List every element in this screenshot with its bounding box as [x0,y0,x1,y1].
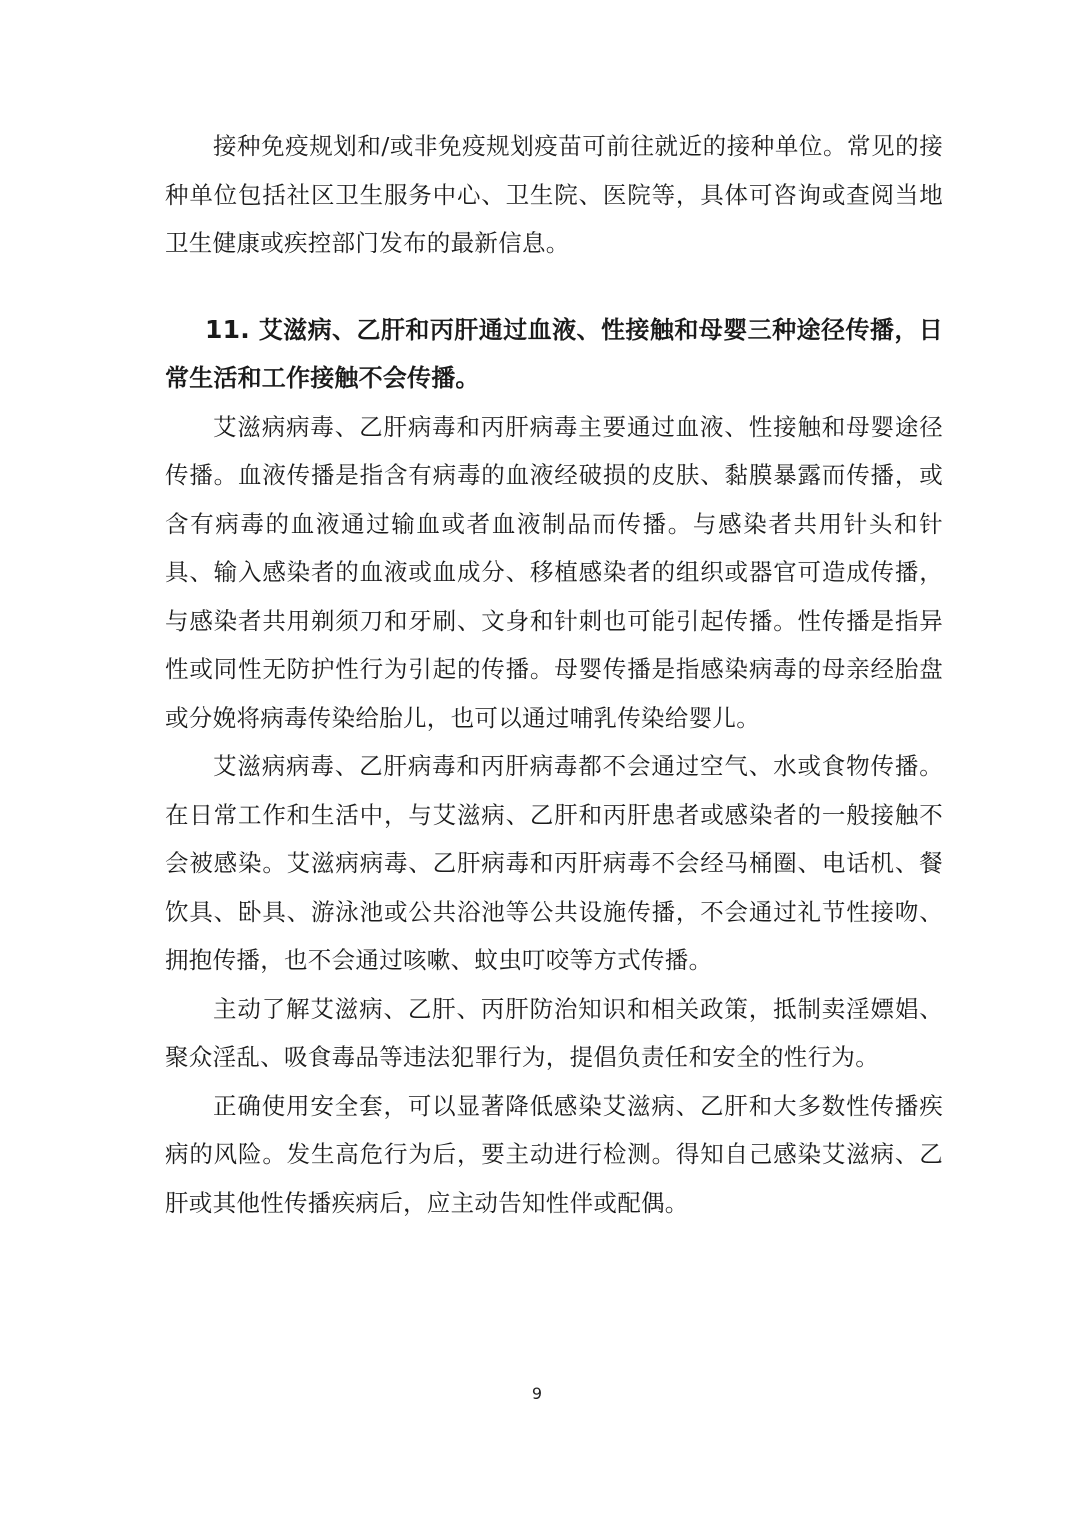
document-body [165,122,943,1227]
intro-paragraph: 接种免疫规划和/或非免疫规划疫苗可前往就近的接种单位。常见的接种单位包括社区卫生服务中心、卫生院、医院等，具体可咨询或查阅当地卫生健康或疾控部门发布的最新信息。 [165,132,943,257]
section-heading [165,306,943,403]
body-paragraph: 艾滋病病毒、乙肝病毒和丙肝病毒都不会通过空气、水或食物传播。在日常工作和生活中，与艾滋病、乙肝和丙肝患者或感染者的一般接触不会被感染。艾滋病病毒、乙肝病毒和丙肝病毒不会经马桶圈、电话机、餐饮具、卧具、游泳池或公共浴池等公共设施传播，不会通过礼节性接吻、拥抱传播，也不会通过咳嗽、蚊虫叮咬等方式传播。 [165,752,943,974]
body-paragraph: 正确使用安全套，可以显著降低感染艾滋病、乙肝和大多数性传播疾病的风险。发生高危行为后，要主动进行检测。得知自己感染艾滋病、乙肝或其他性传播疾病后，应主动告知性伴或配偶。 [165,1091,943,1217]
section-title: 艾滋病、乙肝和丙肝通过血液、性接触和母婴三种途径传播，日常生活和工作接触不会传播。 [165,315,943,392]
body-paragraph: 艾滋病病毒、乙肝病毒和丙肝病毒主要通过血液、性接触和母婴途径传播。血液传播是指含有病毒的血液经破损的皮肤、黏膜暴露而传播，或含有病毒的血液通过输血或者血液制品而传播。与感染者共用针头和针具、输入感染者的血液或血成分、移植感染者的组织或器官可造成传播，与感染者共用剃须刀和牙刷、文身和针刺也可能引起传播。性传播是指异性或同性无防护性行为引起的传播。母婴传播是指感染病毒的母亲经胎盘或分娩将病毒传染给胎儿，也可以通过哺乳传染给婴儿。 [165,412,943,732]
page-number: 9 [531,1384,543,1403]
section-number: 11. [205,314,250,344]
body-paragraph: 主动了解艾滋病、乙肝、丙肝防治知识和相关政策，抵制卖淫嫖娼、聚众淫乱、吸食毒品等违法犯罪行为，提倡负责任和安全的性行为。 [165,994,943,1071]
